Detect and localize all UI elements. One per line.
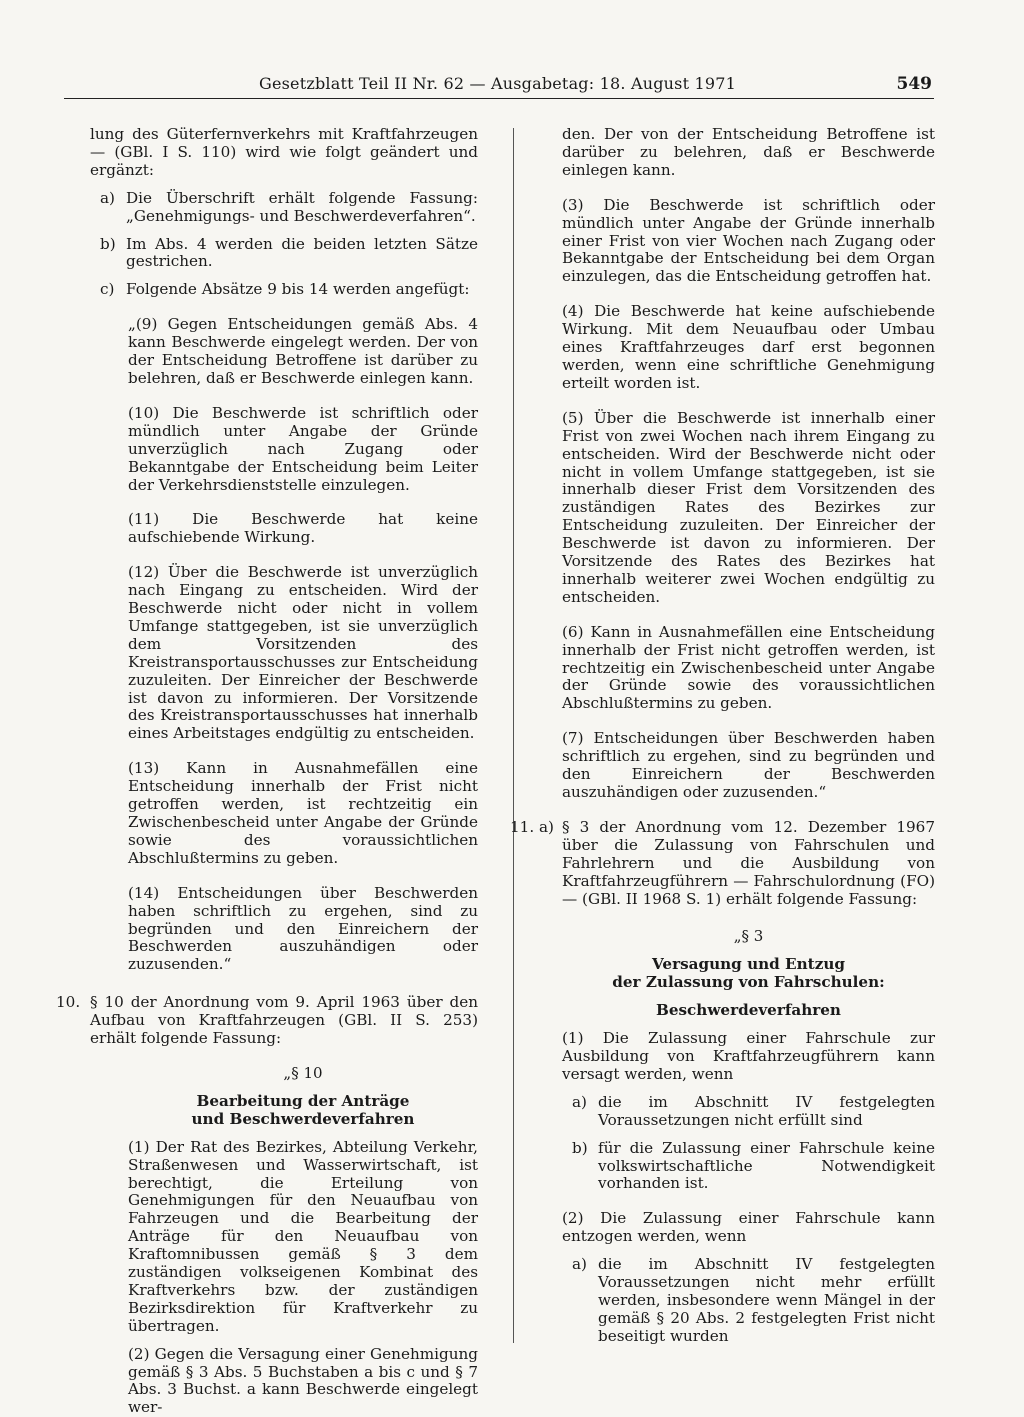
- section-3-p1-item-b: b) für die Zulassung einer Fahrschule keine volkswirtschaftliche Notwendigkeit vorhanden ist.: [572, 1138, 935, 1193]
- amendment-item-c: c) Folgende Absätze 9 bis 14 werden angefügt:: [100, 280, 470, 299]
- item-10: 10. § 10 der Anordnung vom 9. April 1963 über den Aufbau von Kraftfahrzeugen (GBl. II S. 253) erhält folgende Fassung:: [56, 993, 478, 1048]
- section-10-paragraph-2: (2) Gegen die Versagung einer Genehmigung gemäß § 3 Abs. 5 Buchstaben a bis c und § 7 Abs. 3 Buchst. a kann Beschwerde eingelegt wer-: [128, 1344, 478, 1417]
- section-3-paragraph-1: (1) Die Zulassung einer Fahrschule zur Ausbildung von Kraftfahrzeugführern kann versagt werden, wenn: [562, 1029, 935, 1083]
- right-paragraph-6: (6) Kann in Ausnahmefällen eine Entscheidung innerhalb der Frist nicht getroffen werden, ist rechtzeitig ein Zwischenbescheid unter Angabe der Gründe sowie des voraussichtlichen Abschlußtermins zu geben.: [562, 622, 935, 713]
- section-10-title-line2: und Beschwerdeverfahren: [191, 1109, 415, 1128]
- section-3-title-line2: der Zulassung von Fahrschulen:: [612, 973, 885, 992]
- section-3-title-line1: Versagung und Entzug: [652, 955, 845, 974]
- page-header: [64, 74, 934, 99]
- right-paragraph-3: (3) Die Beschwerde ist schriftlich oder mündlich unter Angabe der Gründe innerhalb einer Frist von vier Wochen nach Zugang oder Bekanntgabe der Entscheidung bei dem Organ einzulegen, das die Entscheidung getroffen hat.: [562, 195, 935, 286]
- amendment-item-b: b) Im Abs. 4 werden die beiden letzten Sätze gestrichen.: [100, 234, 478, 271]
- gazette-title: Gesetzblatt Teil II Nr. 62 — Ausgabetag: 18. August 1971: [259, 74, 737, 93]
- paragraph-11: (11) Die Beschwerde hat keine aufschiebende Wirkung.: [128, 510, 478, 547]
- section-3-heading: „§ 3: [733, 927, 764, 946]
- paragraph-13: (13) Kann in Ausnahmefällen eine Entscheidung innerhalb der Frist nicht getroffen werden, ist rechtzeitig ein Zwischenbescheid unter Angabe der Gründe sowie des voraussichtlichen Abschlußtermins zu geben.: [128, 759, 478, 867]
- amendment-item-a: a) Die Überschrift erhält folgende Fassung: „Genehmigungs- und Beschwerdeverfahren“.: [100, 188, 478, 225]
- section-3-p1-item-a: a) die im Abschnitt IV festgelegten Voraussetzungen nicht erfüllt sind: [572, 1092, 935, 1129]
- section-10-title-line1: Bearbeitung der Anträge: [196, 1091, 410, 1110]
- section-10-paragraph-1: (1) Der Rat des Bezirkes, Abteilung Verkehr, Straßenwesen und Wasserwirtschaft, ist berechtigt, die Erteilung von Genehmigungen für den Neuaufbau von Fahrzeugen und die Bearbeitung der Anträge für den Neuaufbau von Kraftomnibussen gemäß § 3 dem zuständigen volkseigenen Kombinat des Kraftverkehrs bzw. der zuständigen Bezirksdirektion für Kraftverkehr zu übertragen.: [128, 1137, 478, 1335]
- continued-paragraph: den. Der von der Entscheidung Betroffene ist darüber zu belehren, daß er Beschwerde einlegen kann.: [562, 125, 935, 179]
- paragraph-10: (10) Die Beschwerde ist schriftlich oder mündlich unter Angabe der Gründe unverzüglich nach Zugang oder Bekanntgabe der Entscheidung beim Leiter der Verkehrsdienststelle einzulegen.: [128, 403, 478, 494]
- paragraph-14: (14) Entscheidungen über Beschwerden haben schriftlich zu ergehen, sind zu begründen und den Einreichern der Beschwerden auszuhändigen oder zuzusenden.“: [128, 883, 478, 974]
- right-column: [510, 125, 935, 1346]
- page-number: 549: [896, 74, 932, 94]
- item-11a: 11. a) § 3 der Anordnung vom 12. Dezember 1967 über die Zulassung von Fahrschulen und Fahrlehrern und die Ausbildung von Kraftfahrzeugführern — Fahrschulordnung (FO) — (GBl. II 1968 S. 1) erhält folgende Fassung:: [510, 817, 935, 908]
- right-paragraph-4: (4) Die Beschwerde hat keine aufschiebende Wirkung. Mit dem Neuaufbau oder Umbau eines Kraftfahrzeuges darf erst begonnen werden, wenn eine schriftliche Genehmigung erteilt worden ist.: [562, 302, 935, 392]
- section-3-paragraph-2: (2) Die Zulassung einer Fahrschule kann entzogen werden, wenn: [562, 1209, 935, 1246]
- section-3-subtitle: Beschwerdeverfahren: [656, 1001, 841, 1020]
- paragraph-12: (12) Über die Beschwerde ist unverzüglich nach Eingang zu entscheiden. Wird der Beschwerde nicht oder nicht in vollem Umfange stattgegeben, ist sie unverzüglich dem Vorsitzenden des Kreistransportausschusses zur Entscheidung zuzuleiten. Der Einreicher der Beschwerde ist davon zu informieren. Der Vorsitzende des Kreistransportausschusses hat innerhalb eines Arbeitstages endgültig zu entscheiden.: [128, 563, 478, 743]
- right-paragraph-7: (7) Entscheidungen über Beschwerden haben schriftlich zu ergehen, sind zu begründen und den Einreichern der Beschwerden auszuhändigen oder zuzusenden.“: [562, 729, 935, 801]
- intro-paragraph: lung des Güterfernverkehrs mit Kraftfahrzeugen — (GBl. I S. 110) wird wie folgt geändert und ergänzt:: [90, 125, 478, 179]
- section-3-p2-item-a: a) die im Abschnitt IV festgelegten Voraussetzungen nicht mehr erfüllt werden, insbesondere wenn Mängel in der gemäß § 20 Abs. 2 festgelegten Frist nicht beseitigt wurden: [572, 1255, 935, 1345]
- column-divider: [513, 128, 514, 1343]
- left-column: [56, 125, 478, 1417]
- right-paragraph-5: (5) Über die Beschwerde ist innerhalb einer Frist von zwei Wochen nach ihrem Eingang zu entscheiden. Wird der Beschwerde nicht oder nicht in vollem Umfange stattgegeben, ist sie innerhalb dieser Frist dem Vorsitzenden des zuständigen Rates des Bezirkes zur Entscheidung zuzuleiten. Der Einreicher der Beschwerde ist davon zu informieren. Der Vorsitzende des Rates des Bezirkes hat innerhalb weiterer zwei Wochen endgültig zu entscheiden.: [562, 408, 935, 606]
- paragraph-9: „(9) Gegen Entscheidungen gemäß Abs. 4 kann Beschwerde eingelegt werden. Der von der Entscheidung Betroffene ist darüber zu belehren, daß er Beschwerde einlegen kann.: [128, 315, 478, 387]
- section-10-heading: „§ 10: [283, 1063, 323, 1082]
